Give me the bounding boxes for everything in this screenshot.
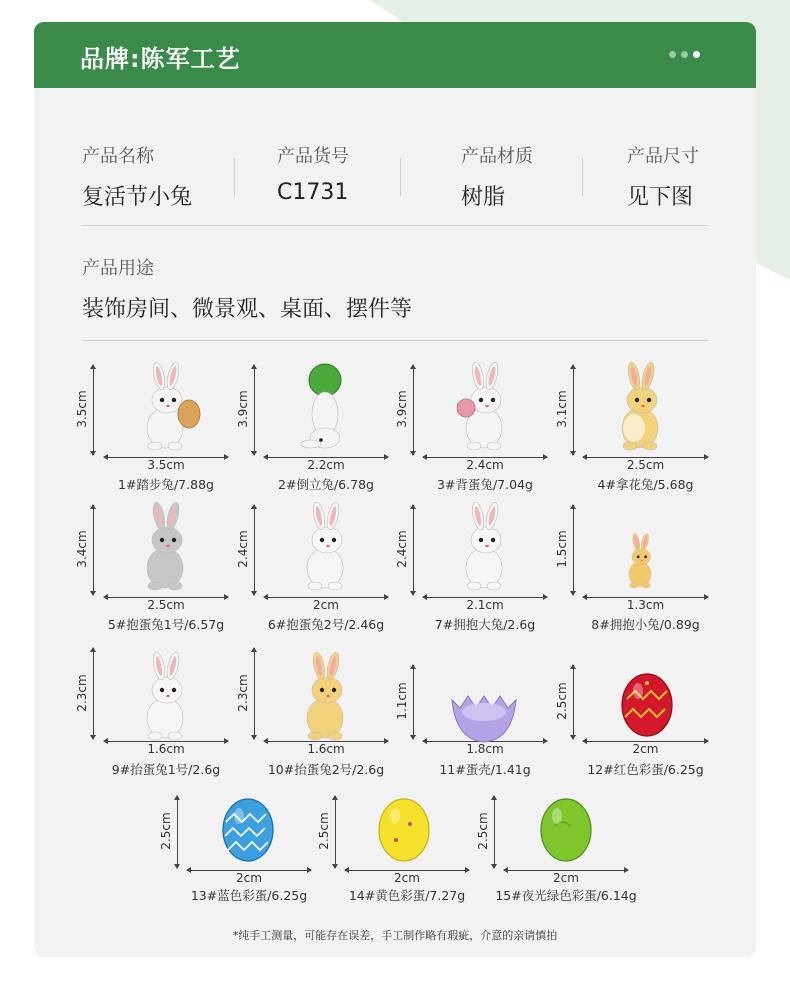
width-label: 2cm [394, 871, 420, 885]
item-name: 5#抱蛋兔1号/6.57g [107, 617, 225, 632]
white-bunny-egg-icon [120, 360, 210, 460]
height-dimension-line [573, 665, 574, 739]
item-name: 12#红色彩蛋/6.25g [587, 762, 704, 777]
blue-egg-icon [203, 780, 293, 880]
yellow-bunny-small-icon [595, 513, 685, 613]
usage-value: 装饰房间、微景观、桌面、摆件等 [82, 297, 413, 322]
height-dimension-line [93, 365, 94, 455]
height-dimension-line [93, 648, 94, 739]
item-name: 15#夜光绿色彩蛋/6.14g [495, 888, 637, 903]
height-label: 2.5cm [317, 812, 331, 850]
width-label: 3.5cm [147, 458, 185, 472]
height-dimension-line [177, 796, 178, 868]
item-name: 13#蓝色彩蛋/6.25g [190, 888, 308, 903]
width-label: 2cm [632, 742, 659, 756]
height-dimension-line [335, 796, 336, 868]
item-name: 3#背蛋兔/7.04g [437, 477, 533, 492]
width-label: 2cm [553, 871, 579, 885]
info-value: 复活节小兔 [82, 185, 193, 210]
item-name: 6#抱蛋兔2号/2.46g [267, 617, 385, 632]
bunny-carry-egg-icon [439, 360, 529, 460]
width-label: 2cm [313, 598, 339, 612]
width-label: 2.1cm [466, 598, 504, 612]
item-name: 4#拿花兔/5.68g [597, 477, 694, 492]
height-dimension-line [254, 365, 255, 455]
height-dimension-line [413, 505, 414, 595]
width-label: 1.6cm [147, 742, 185, 756]
info-label: 产品尺寸 [627, 146, 699, 167]
item-name: 2#倒立兔/6.78g [278, 477, 374, 492]
width-label: 2.5cm [626, 458, 665, 472]
height-dimension-line [573, 365, 574, 455]
height-dimension-line [93, 505, 94, 595]
yellow-egg-icon [359, 780, 449, 880]
item-name: 8#拥抱小兔/0.89g [591, 617, 700, 632]
item-name: 10#抬蛋兔2号/2.6g [267, 762, 385, 777]
height-dimension-line [413, 365, 414, 455]
info-label: 产品名称 [82, 146, 154, 167]
info-label: 产品材质 [461, 146, 533, 167]
height-label: 2.3cm [236, 673, 250, 712]
width-label: 2cm [236, 871, 262, 885]
width-label: 1.3cm [626, 598, 665, 612]
info-value: C1731 [277, 180, 349, 205]
height-label: 3.9cm [395, 390, 409, 428]
info-value: 见下图 [627, 185, 694, 210]
usage-label: 产品用途 [82, 258, 154, 279]
handstand-bunny-icon [280, 360, 370, 460]
width-label: 1.8cm [466, 742, 504, 756]
height-dimension-line [573, 505, 574, 595]
height-label: 2.5cm [555, 682, 569, 720]
yellow-bunny-flower-icon [595, 360, 685, 460]
height-label: 1.5cm [555, 530, 569, 568]
info-value: 树脂 [461, 185, 506, 210]
height-label: 3.9cm [236, 390, 250, 428]
height-label: 2.4cm [395, 530, 409, 568]
height-label: 3.5cm [75, 390, 89, 428]
height-label: 3.4cm [75, 530, 89, 568]
gray-bunny-icon [120, 500, 210, 600]
white-bunny-lift-icon [120, 650, 210, 750]
width-label: 1.6cm [307, 742, 345, 756]
white-bunny-icon [280, 500, 370, 600]
height-dimension-line [494, 796, 495, 868]
height-dimension-line [254, 648, 255, 739]
green-egg-icon [521, 780, 611, 880]
height-label: 1.1cm [395, 682, 409, 720]
width-label: 2.2cm [307, 458, 345, 472]
item-name: 1#踏步兔/7.88g [118, 477, 214, 492]
height-dimension-line [413, 665, 414, 739]
height-dimension-line [254, 505, 255, 595]
height-label: 3.1cm [555, 390, 569, 428]
height-label: 2.5cm [476, 812, 490, 850]
brand-title: 品牌:陈军工艺 [80, 45, 241, 73]
item-name: 14#黄色彩蛋/7.27g [348, 888, 466, 903]
width-label: 2.4cm [466, 458, 504, 472]
width-label: 2.5cm [147, 598, 185, 612]
item-name: 7#拥抱大兔/2.6g [434, 617, 536, 632]
info-label: 产品货号 [277, 146, 349, 167]
yellow-bunny-lift-icon [280, 650, 370, 750]
white-bunny-big-icon [439, 500, 529, 600]
disclaimer-note: *纯手工测量，可能存在误差，手工制作略有瑕疵，介意的亲请慎拍 [232, 929, 558, 942]
eggshell-icon [439, 660, 529, 760]
height-label: 2.5cm [159, 812, 173, 850]
red-egg-icon [602, 655, 692, 755]
height-label: 2.3cm [75, 673, 89, 712]
item-name: 9#抬蛋兔1号/2.6g [111, 762, 221, 777]
height-label: 2.4cm [236, 530, 250, 568]
item-name: 11#蛋壳/1.41g [439, 762, 531, 777]
